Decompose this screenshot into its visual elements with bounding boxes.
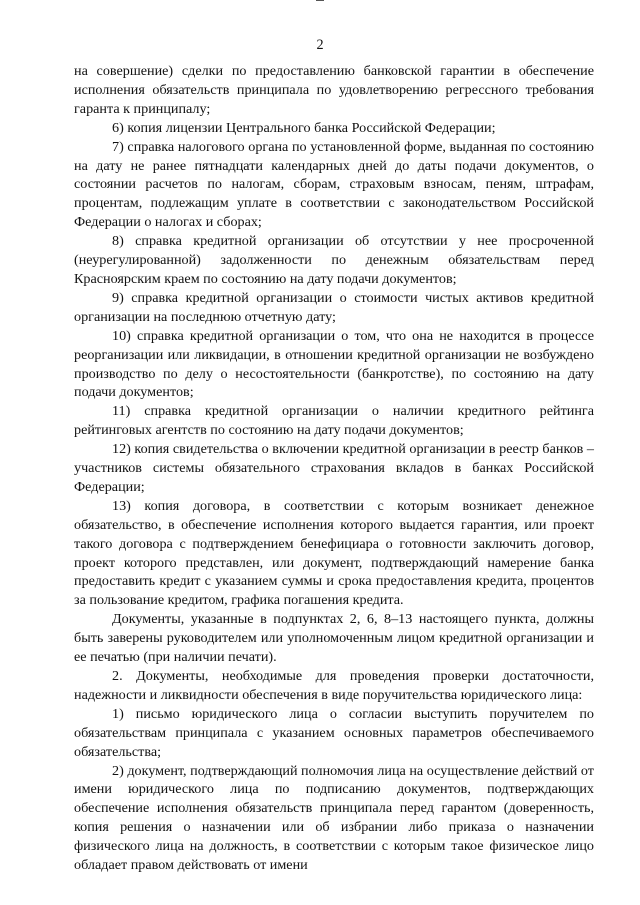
paragraph: 2. Документы, необходимые для проведения проверки достаточности, надежности и ликвидности обеспечения в виде поручительства юридического лица:: [74, 668, 594, 703]
paragraph: 2) документ, подтверждающий полномочия лица на осуществление действий от имени юридического лица по подписанию документов, подтверждающих обеспечение исполнения обязательств принципала перед гарантом (доверенность, копия решения о назначении или об избрании либо приказа о назначении физического лица на должность, в соответствии с которым такое физическое лицо обладает правом действовать от имени: [74, 762, 594, 874]
paragraph: 10) справка кредитной организации о том, что она не находится в процессе реорганизации или ликвидации, в отношении кредитной организации не возбуждено производство по делу о несостоятельности (банкротстве), по состоянию на дату подачи документов;: [74, 327, 594, 401]
body-text: [74, 62, 594, 875]
page-number: 2: [316, 37, 324, 53]
paragraph: на совершение) сделки по предоставлению банковской гарантии в обеспечение исполнения обязательств принципала по удовлетворению регрессного требования гаранта к принципалу;: [74, 63, 594, 117]
paragraph: 1) письмо юридического лица о согласии выступить поручителем по обязательствам принципала с указанием основных параметров обеспечиваемого обязательства;: [74, 705, 594, 760]
paragraph: 12) копия свидетельства о включении кредитной организации в реестр банков – участников системы обязательного страхования вкладов в банках Российской Федерации;: [74, 441, 594, 495]
paragraph: 9) справка кредитной организации о стоимости чистых активов кредитной организации на последнюю отчетную дату;: [74, 289, 594, 325]
paragraph: 7) справка налогового органа по установленной форме, выданная по состоянию на дату не ранее пятнадцати календарных дней до даты подачи документов, о состоянии расчетов по налогам, сборам, страховым взносам, пеням, штрафам, процентам, подлежащим уплате в соответствии с законодательством Российской Федерации о налогах и сборах;: [74, 138, 594, 231]
top-edge-mark: [316, 0, 324, 1]
paragraph: 6) копия лицензии Центрального банка Российской Федерации;: [112, 119, 496, 136]
paragraph: 8) справка кредитной организации об отсутствии у нее просроченной (неурегулированной) задолженности по денежным обязательствам перед Красноярским краем по состоянию на дату подачи документов;: [74, 233, 594, 287]
paragraph: 13) копия договора, в соответствии с которым возникает денежное обязательство, в обеспечение исполнения которого выдается гарантия, или проект такого договора с подтверждением бенефициара о готовности заключить договор, проект которого представлен, или документ, подтверждающий намерение банка предоставить кредит с указанием суммы и срока предоставления кредита, процентов за пользование кредитом, графика погашения кредита.: [74, 497, 594, 609]
paragraph: 11) справка кредитной организации о наличии кредитного рейтинга рейтинговых агентств по состоянию на дату подачи документов;: [74, 403, 594, 439]
paragraph: Документы, указанные в подпунктах 2, 6, 8–13 настоящего пункта, должны быть заверены руководителем или уполномоченным лицом кредитной организации и ее печатью (при наличии печати).: [74, 611, 594, 666]
